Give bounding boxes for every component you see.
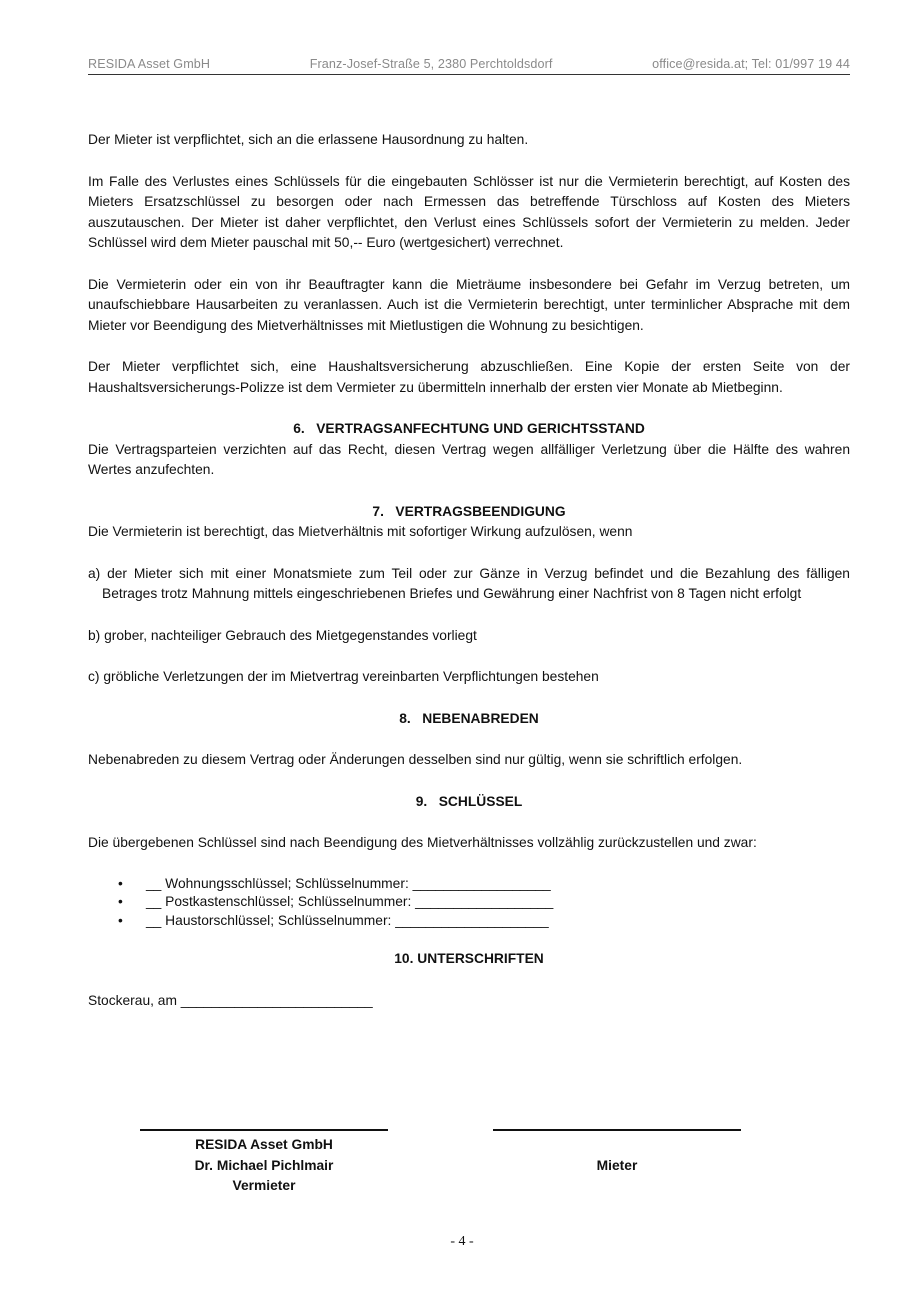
section-7-item-a: a) der Mieter sich mit einer Monatsmiete zum Teil oder zur Gänze in Verzug befindet und die Bezahlung des fälligen Betrages trotz Mahnung mittels eingeschriebenen Briefes und Gewährung einer Nachfrist von 8 Tagen nicht erfolgt xyxy=(88,565,850,601)
section-7-item-b: b) grober, nachteiliger Gebrauch des Mietgegenstandes vorliegt xyxy=(88,627,477,643)
section-8-text: Nebenabreden zu diesem Vertrag oder Änderungen desselben sind nur gültig, wenn sie schriftlich erfolgen. xyxy=(88,752,743,767)
tenant-role: Mieter xyxy=(596,1158,638,1173)
key-item-apartment: • __ Wohnungsschlüssel; Schlüsselnummer: __________________ xyxy=(118,875,850,894)
header-contact: office@resida.at; Tel: 01/997 19 44 xyxy=(652,57,850,71)
header-company: RESIDA Asset GmbH xyxy=(88,57,211,71)
landlord-signature-line xyxy=(140,1129,388,1131)
section-10-heading: 10. UNTERSCHRIFTEN xyxy=(394,951,544,966)
tenant-signature-block xyxy=(493,1156,741,1177)
section-6-heading: 6. VERTRAGSANFECHTUNG UND GERICHTSSTAND xyxy=(293,421,645,436)
paragraph-house-rules: Der Mieter ist verpflichtet, sich an die erlassene Hausordnung zu halten. xyxy=(88,132,529,147)
document-body xyxy=(88,130,850,1011)
landlord-signature-block xyxy=(140,1135,388,1197)
page-number: - 4 - xyxy=(450,1234,474,1249)
landlord-role: Vermieter xyxy=(232,1178,296,1193)
section-9-heading: 9. SCHLÜSSEL xyxy=(415,793,523,809)
place-date-line: Stockerau, am _________________________ xyxy=(88,992,373,1008)
key-item-front-door: • __ Haustorschlüssel; Schlüsselnummer: ____________________ xyxy=(118,912,850,931)
tenant-signature-line xyxy=(493,1129,741,1131)
section-7-intro: Die Vermieterin ist berechtigt, das Mietverhältnis mit sofortiger Wirkung aufzulösen, wenn xyxy=(88,524,633,539)
landlord-name: Dr. Michael Pichlmair xyxy=(194,1157,334,1173)
section-8-heading: 8. NEBENABREDEN xyxy=(399,710,539,726)
section-7-heading: 7. VERTRAGSBEENDIGUNG xyxy=(372,503,566,519)
key-item-mailbox: • __ Postkastenschlüssel; Schlüsselnummer: __________________ xyxy=(118,893,850,912)
landlord-company: RESIDA Asset GmbH xyxy=(195,1137,333,1152)
paragraph-insurance: Der Mieter verpflichtet sich, eine Haushaltsversicherung abzuschließen. Eine Kopie der ersten Seite von der Haushaltsversicherungs-Polizze ist dem Vermieter zu übermitteln innerhalb der ersten vier Monate ab Mietbeginn. xyxy=(88,359,850,395)
header-address: Franz-Josef-Straße 5, 2380 Perchtoldsdorf xyxy=(309,57,553,71)
page-header xyxy=(88,56,850,75)
section-9-text: Die übergebenen Schlüssel sind nach Beendigung des Mietverhältnisses vollzählig zurückzustellen und zwar: xyxy=(88,835,757,850)
section-6-text: Die Vertragsparteien verzichten auf das Recht, diesen Vertrag wegen allfälliger Verletzung über die Hälfte des wahren Wertes anzufechten. xyxy=(88,441,850,477)
section-7-item-c: c) gröbliche Verletzungen der im Mietvertrag vereinbarten Verpflichtungen bestehen xyxy=(88,669,599,684)
paragraph-key-loss: Im Falle des Verlustes eines Schlüssels für die eingebauten Schlösser ist nur die Vermieterin berechtigt, auf Kosten des Mieters Ersatzschlüssel zu besorgen oder nach Ermessen das betreffende Türschloss auf Kosten des Mieters auszutauschen. Der Mieter ist daher verpflichtet, den Verlust eines Schlüssels sofort der Vermieterin zu melden. Jeder Schlüssel wird dem Mieter pauschal mit 50,-- Euro (wertgesichert) verrechnet. xyxy=(88,173,850,250)
key-list xyxy=(88,875,850,931)
paragraph-access: Die Vermieterin oder ein von ihr Beauftragter kann die Mieträume insbesondere bei Gefahr im Verzug betreten, um unaufschiebbare Hausarbeiten zu veranlassen. Auch ist die Vermieterin berechtigt, unter terminlicher Absprache mit dem Mieter vor Beendigung des Mietverhältnisses mit Mietlustigen die Wohnung zu besichtigen. xyxy=(88,276,850,333)
